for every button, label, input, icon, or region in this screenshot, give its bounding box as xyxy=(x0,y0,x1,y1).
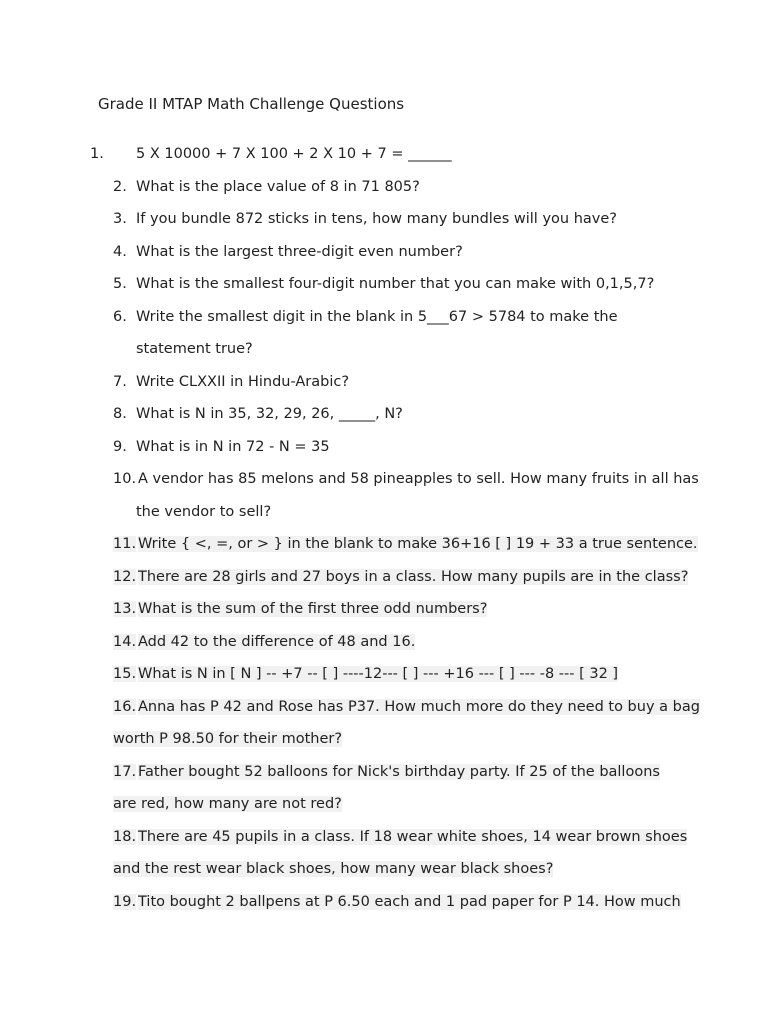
question-number: 16. xyxy=(113,698,137,715)
question-text: If you bundle 872 sticks in tens, how many bundles will you have? xyxy=(136,211,617,227)
question-number: 10. xyxy=(113,471,137,487)
question-text-continued: are red, how many are not red? xyxy=(113,796,342,812)
question-text: What is the place value of 8 in 71 805? xyxy=(136,178,420,195)
question-number: 6. xyxy=(113,308,127,325)
question-text: Write { <, =, or > } in the blank to make 36+16 [ ] 19 + 33 a true sentence. xyxy=(138,536,698,552)
question-number: 4. xyxy=(113,243,127,260)
question-text: Add 42 to the difference of 48 and 16. xyxy=(138,633,416,650)
question-text: What is N in 35, 32, 29, 26, _____, N? xyxy=(136,406,403,422)
question-number: 12. xyxy=(113,568,137,585)
question-text: There are 28 girls and 27 boys in a class. How many pupils are in the class? xyxy=(138,568,689,585)
question-number: 5. xyxy=(113,276,127,292)
question-number: 3. xyxy=(113,211,127,227)
question-text: Write CLXXII in Hindu-Arabic? xyxy=(136,373,350,390)
question-text-continued: worth P 98.50 for their mother? xyxy=(113,731,343,747)
question-number: 19. xyxy=(113,893,137,910)
question-number: 13. xyxy=(113,601,137,617)
question-text: 5 X 10000 + 7 X 100 + 2 X 10 + 7 = ______ xyxy=(136,146,452,162)
question-number: 1. xyxy=(90,146,104,162)
question-text: Anna has P 42 and Rose has P37. How much more do they need to buy a bag xyxy=(138,698,700,715)
question-number: 14. xyxy=(113,633,137,650)
question-text: What is the largest three-digit even number? xyxy=(136,243,463,260)
question-number: 17. xyxy=(113,763,137,780)
question-text-continued: statement true? xyxy=(136,341,253,357)
question-text: A vendor has 85 melons and 58 pineapples to sell. How many fruits in all has xyxy=(138,471,699,487)
question-text: What is in N in 72 - N = 35 xyxy=(136,438,330,455)
question-text: Write the smallest digit in the blank in 5___67 > 5784 to make the xyxy=(136,308,618,325)
question-text-continued: the vendor to sell? xyxy=(136,503,272,520)
question-number: 18. xyxy=(113,828,137,845)
question-text: What is the sum of the first three odd numbers? xyxy=(138,601,488,617)
question-text: What is the smallest four-digit number that you can make with 0,1,5,7? xyxy=(136,276,655,292)
question-text: There are 45 pupils in a class. If 18 wear white shoes, 14 wear brown shoes xyxy=(138,828,688,845)
question-number: 7. xyxy=(113,373,127,390)
question-number: 8. xyxy=(113,406,127,422)
question-text-continued: and the rest wear black shoes, how many wear black shoes? xyxy=(113,861,554,877)
question-number: 2. xyxy=(113,178,127,195)
page-title: Grade II MTAP Math Challenge Questions xyxy=(98,95,405,113)
question-number: 9. xyxy=(113,438,127,455)
question-text: Tito bought 2 ballpens at P 6.50 each and 1 pad paper for P 14. How much xyxy=(138,893,681,910)
question-number: 15. xyxy=(113,666,137,682)
question-number: 11. xyxy=(113,536,137,552)
question-text: Father bought 52 balloons for Nick's birthday party. If 25 of the balloons xyxy=(138,763,660,780)
question-text: What is N in [ N ] -- +7 -- [ ] ----12--- [ ] --- +16 --- [ ] --- -8 --- [ 32 ] xyxy=(138,666,619,682)
